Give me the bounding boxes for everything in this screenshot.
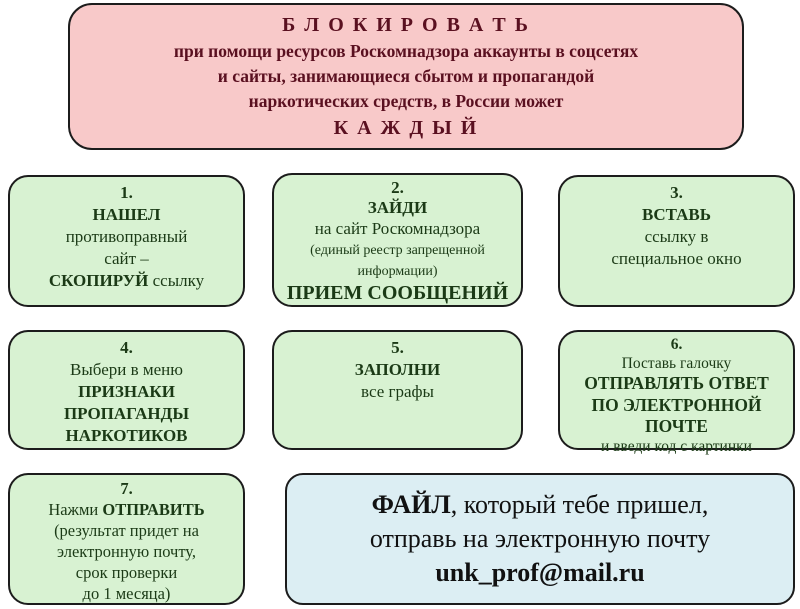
text-line: на сайт Роскомнадзора bbox=[314, 218, 481, 238]
text-line: электронную почту, bbox=[56, 541, 197, 561]
text-line: ПОЧТЕ bbox=[645, 416, 708, 437]
header-box bbox=[68, 3, 744, 150]
text-line: при помощи ресурсов Роскомнадзора аккаунты в соцсетях bbox=[173, 41, 639, 62]
text-line: НАРКОТИКОВ bbox=[65, 426, 188, 446]
step-number-5: 5. bbox=[391, 338, 404, 357]
text-line: до 1 месяца) bbox=[82, 583, 171, 603]
text-line: наркотических средств, в России может bbox=[248, 90, 564, 111]
step-number-6: 6. bbox=[670, 336, 683, 353]
text-line: ПО ЭЛЕКТРОННОЙ bbox=[591, 394, 762, 415]
text-line: ПРОПАГАНДЫ bbox=[63, 404, 190, 424]
step-number-7: 7. bbox=[120, 479, 133, 498]
text-line: информации) bbox=[357, 263, 438, 279]
text-line: отправь на электронную почту bbox=[369, 523, 711, 553]
text-line: (результат придет на bbox=[54, 520, 199, 540]
step-text-5 bbox=[274, 359, 521, 403]
text-line: ПРИЗНАКИ bbox=[78, 382, 175, 402]
step-number-3: 3. bbox=[670, 183, 683, 202]
text-line: ОТПРАВЛЯТЬ ОТВЕТ bbox=[584, 373, 769, 394]
step-box-2 bbox=[272, 173, 523, 307]
step-box-3 bbox=[558, 175, 795, 307]
text-line: Нажми ОТПРАВИТЬ bbox=[48, 499, 205, 519]
step-number-2: 2. bbox=[391, 178, 404, 197]
text-line: ВСТАВЬ bbox=[642, 205, 711, 225]
step-number-4: 4. bbox=[120, 338, 133, 357]
step-box-4 bbox=[8, 330, 245, 450]
step-text-4 bbox=[10, 359, 243, 447]
text-line: Б Л О К И Р О В А Т Ь bbox=[282, 13, 530, 36]
text-line: ПРИЕМ СООБЩЕНИЙ bbox=[286, 281, 509, 304]
text-line: и введи код с картинки bbox=[601, 437, 752, 455]
file-note-text bbox=[370, 488, 710, 591]
text-line: (единый реестр запрещенной bbox=[310, 243, 485, 259]
text-line: и сайты, занимающиеся сбытом и пропагандой bbox=[217, 66, 595, 87]
step-text-1 bbox=[10, 204, 243, 292]
step-box-6 bbox=[558, 330, 795, 455]
text-line: ссылку в bbox=[644, 227, 709, 247]
text-line: ЗАПОЛНИ bbox=[354, 360, 441, 380]
header-text bbox=[174, 11, 638, 142]
step-text-6 bbox=[560, 355, 793, 457]
step-box-1 bbox=[8, 175, 245, 307]
text-line: сайт – bbox=[104, 249, 149, 269]
text-line: специальное окно bbox=[611, 249, 742, 269]
text-line: ЗАЙДИ bbox=[367, 198, 428, 218]
text-line: срок проверки bbox=[75, 562, 178, 582]
text-line: К А Ж Д Ы Й bbox=[333, 116, 479, 139]
step-box-7 bbox=[8, 473, 245, 605]
text-line: Выбери в меню bbox=[70, 360, 183, 380]
text-line: противоправный bbox=[65, 227, 188, 247]
step-text-3 bbox=[560, 204, 793, 270]
step-number-1: 1. bbox=[120, 183, 133, 202]
file-note-box bbox=[285, 473, 795, 605]
step-box-5 bbox=[272, 330, 523, 450]
text-line: НАШЕЛ bbox=[92, 205, 161, 225]
text-line: ФАЙЛ, который тебе пришел, bbox=[371, 489, 709, 519]
text-line: СКОПИРУЙ ссылку bbox=[48, 271, 205, 291]
step-text-2 bbox=[274, 198, 521, 304]
text-line: unk_prof@mail.ru bbox=[435, 558, 645, 588]
text-line: все графы bbox=[361, 382, 434, 402]
step-text-7 bbox=[10, 500, 243, 605]
text-line: Поставь галочку bbox=[621, 354, 732, 372]
